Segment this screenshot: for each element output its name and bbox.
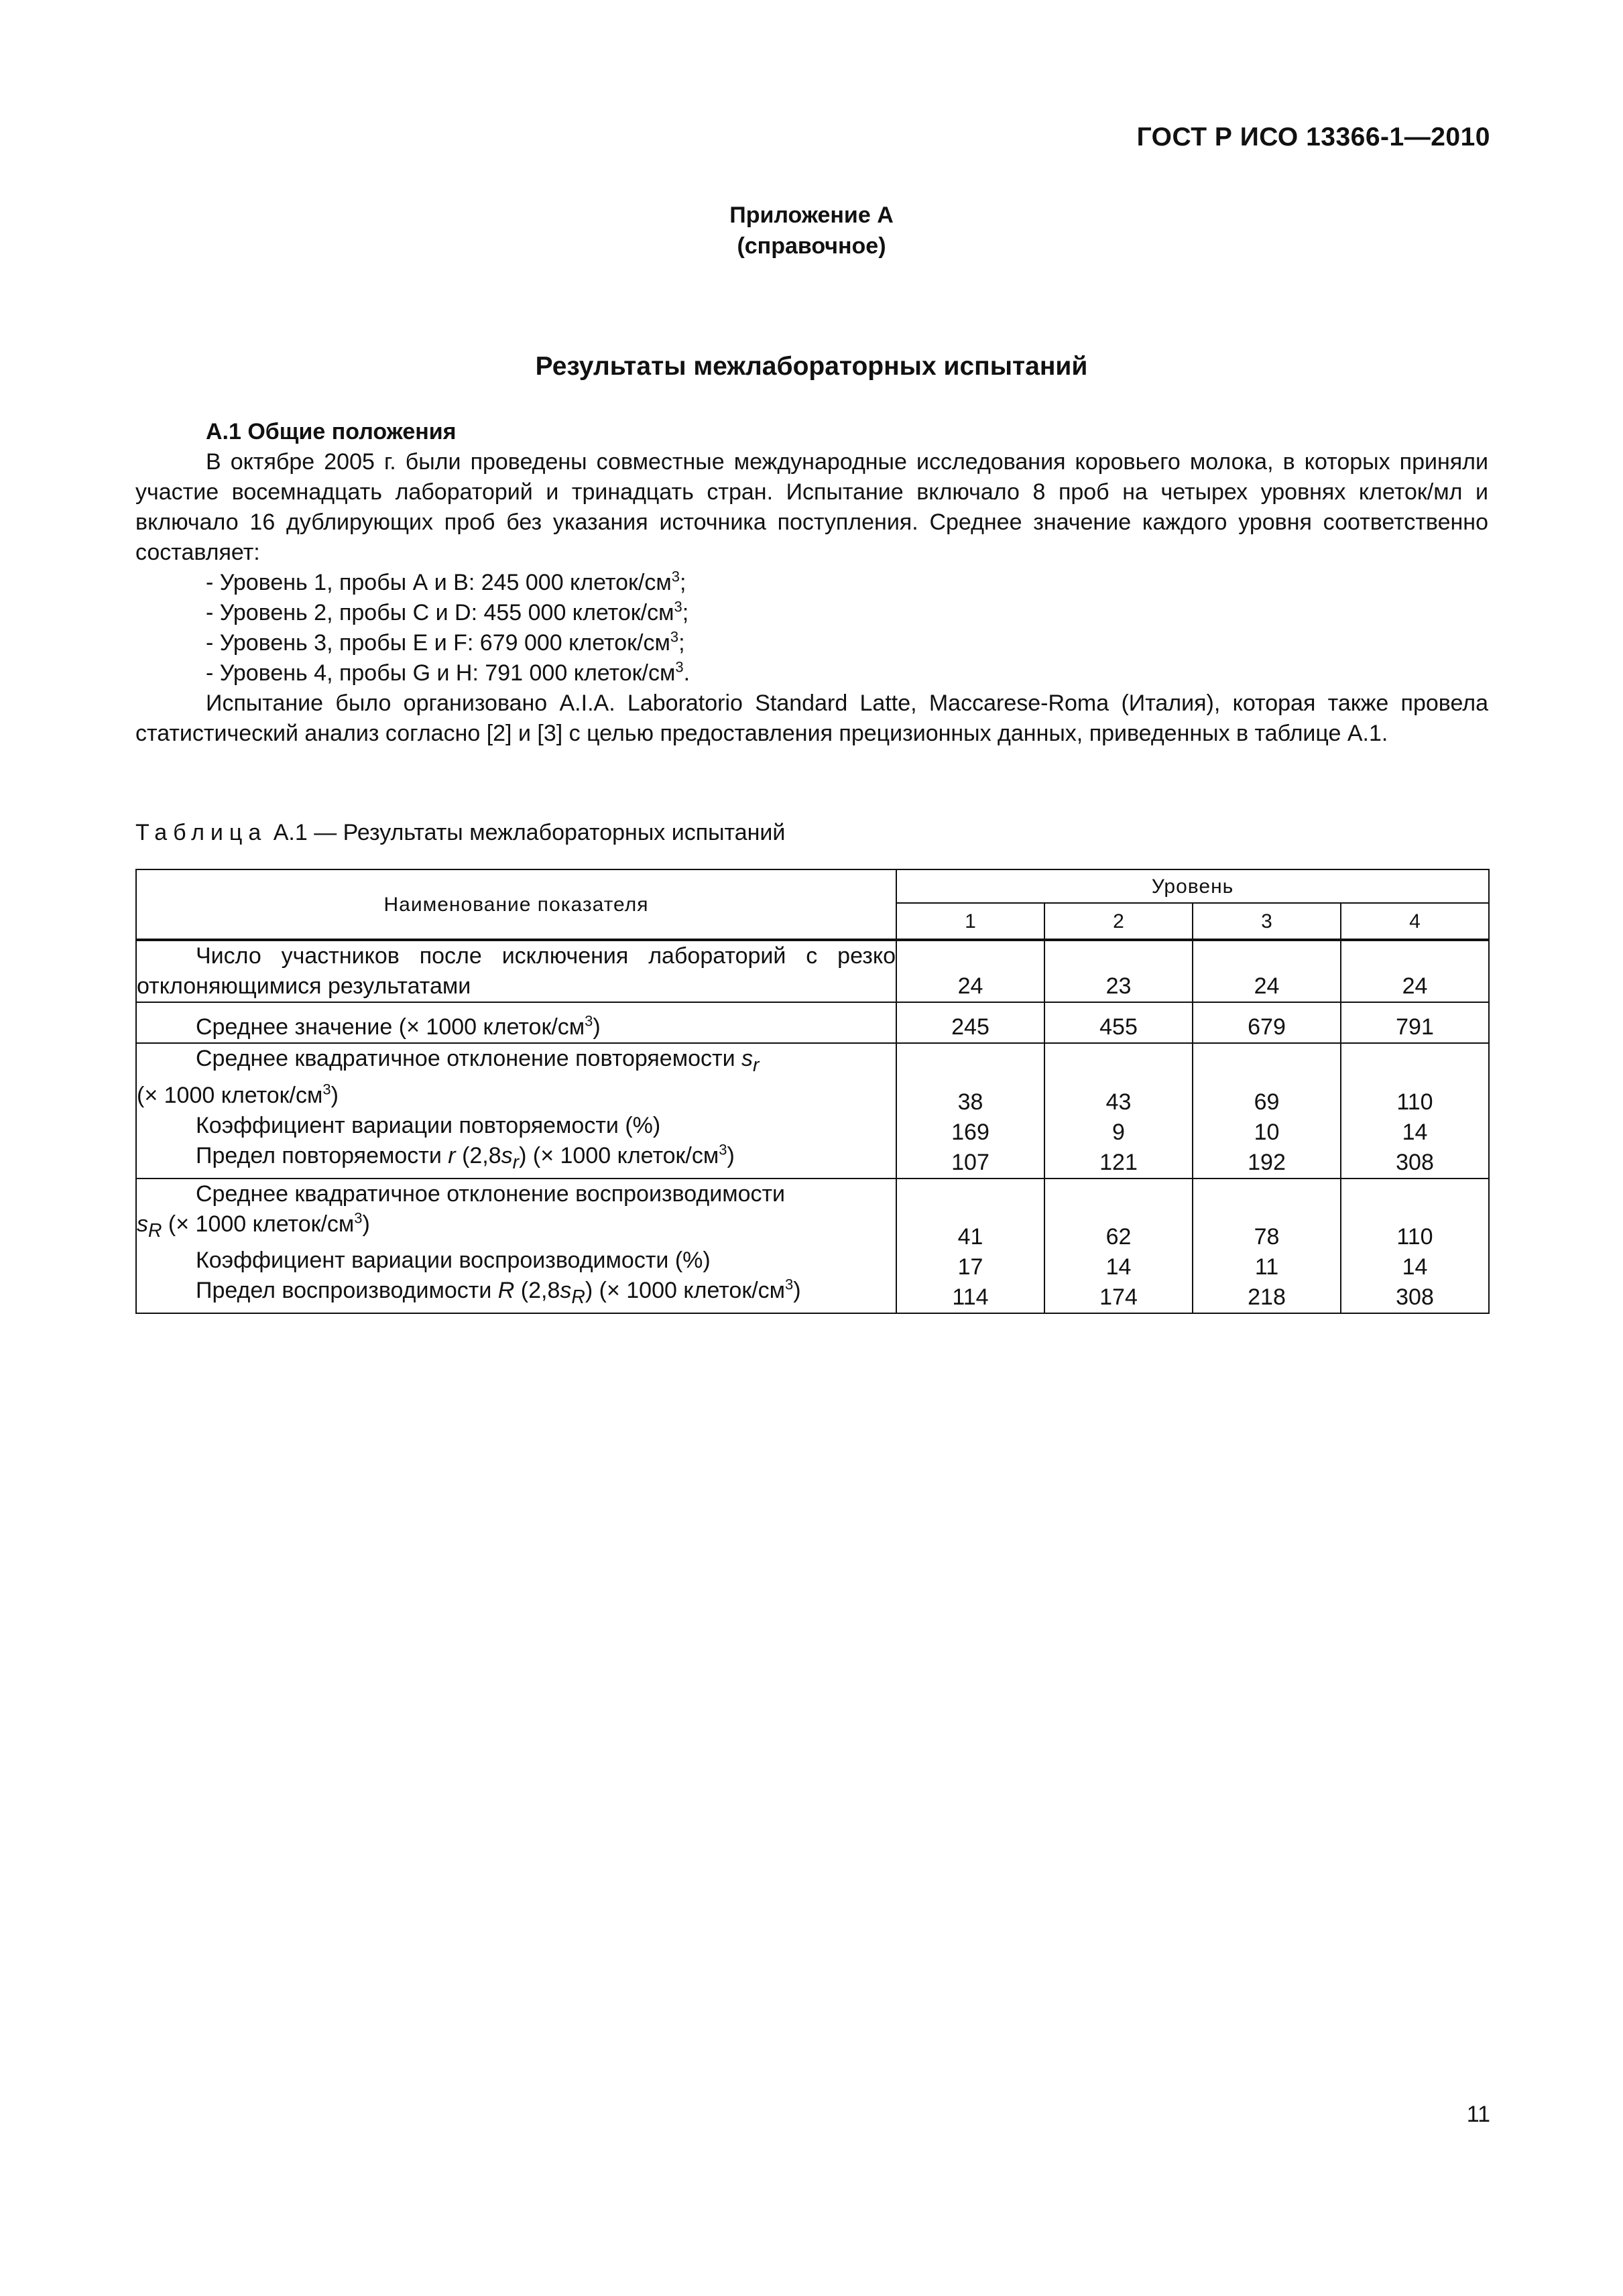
level-text: - Уровень 4, пробы G и Н: 791 000 клеток/см [206,660,676,686]
closing-paragraph: Испытание было организовано A.I.A. Laboratorio Standard Latte, Maccarese-Roma (Италия), которая также провела статистический анализ согласно [2] и [3] с целью предоставления прецизионных данных, приведенных в таблице А.1. [135,690,1488,746]
table-row [136,940,1489,1002]
cell-value: 791 [1341,1002,1489,1043]
cell-value: 24 [896,940,1044,1002]
cell-value: 679 [1193,1002,1341,1043]
reproducibility-sd-label: Среднее квадратичное отклонение воспроизводимости [196,1181,786,1207]
sd-value: 62 [1105,1224,1132,1250]
row-label [136,1002,896,1043]
level-end: ; [678,630,685,656]
subscript-R: R [571,1286,585,1309]
mean-label-end: ) [593,1014,601,1040]
participants-label: Число участников после исключения лабораторий с резко отклоняющимися результатами [137,943,896,999]
reproducibility-limit-unit: ) (× 1000 клеток/см [585,1278,786,1304]
repeatability-cv-label: Коэффициент вариации повторяемости (%) [196,1112,661,1138]
cv-value: 14 [1402,1119,1428,1145]
repeatability-unit-sup: 3 [322,1081,331,1098]
results-table [135,869,1490,1314]
row-label [136,1179,896,1314]
cell-values [1044,1043,1193,1179]
repeatability-sd-text: Среднее квадратичное отклонение повторяемости [196,1046,742,1071]
header-level-1: 1 [896,903,1044,940]
level-sup: 3 [675,658,684,676]
table-caption [135,820,785,846]
standard-code-header: ГОСТ Р ИСО 13366-1—2010 [1136,123,1490,152]
reproducibility-limit-label [137,1276,896,1313]
level-sup: 3 [670,628,679,646]
level-item [206,658,1488,688]
subscript-r: r [753,1054,760,1076]
reproducibility-limit-formula: (2,8 [514,1278,560,1304]
reproducibility-cv-label: Коэффициент вариации воспроизводимости (%) [196,1248,711,1274]
symbol-s: s [741,1046,754,1071]
repeatability-limit-formula: (2,8 [455,1142,501,1168]
level-item [206,568,1488,598]
section-heading: А.1 Общие положения [206,419,457,444]
cell-values [1193,1179,1341,1314]
symbol-s: s [560,1278,572,1304]
sd-value: 43 [1105,1089,1132,1115]
limit-value: 114 [952,1284,989,1311]
mean-label-sup: 3 [585,1012,593,1030]
limit-value: 308 [1396,1149,1434,1175]
cell-value: 455 [1044,1002,1193,1043]
level-end: ; [682,600,689,625]
limit-value: 107 [951,1149,989,1175]
table-row [136,1043,1489,1179]
level-item [206,598,1488,628]
subscript-R: R [148,1219,162,1242]
cell-values [1341,1179,1489,1314]
sd-value: 41 [957,1224,983,1250]
limit-value: 192 [1248,1149,1286,1175]
subscript-r: r [512,1151,520,1173]
repeatability-limit-text: Предел повторяемости [196,1142,448,1168]
table-row [136,1002,1489,1043]
cell-values [1193,1043,1341,1179]
cell-value: 245 [896,1002,1044,1043]
sd-value: 69 [1254,1089,1280,1115]
intro-paragraph: В октябре 2005 г. были проведены совместные международные исследования коровьего молока, в которых приняли участие восемнадцать лабораторий и тринадцать стран. Испытание включало 8 проб на четырех уровнях клеток/мл и включало 16 дублирующих проб без указания источника поступления. Среднее значение каждого уровня соответственно составляет: [135,449,1488,565]
header-level-4: 4 [1341,903,1489,940]
repeatability-unit-label [137,1081,896,1111]
mean-label-text: Среднее значение (× 1000 клеток/см [196,1014,585,1040]
cv-value: 14 [1402,1254,1428,1280]
limit-value: 121 [1099,1149,1138,1175]
reproducibility-limit-sup: 3 [785,1276,794,1294]
cell-values [896,1043,1044,1179]
page-number: 11 [1466,2102,1490,2127]
limit-value: 218 [1248,1284,1286,1311]
cell-values [1341,1043,1489,1179]
sd-value: 110 [1396,1224,1433,1250]
row-label [136,1043,896,1179]
header-name-column: Наименование показателя [136,869,896,940]
reproducibility-unit-label [137,1209,896,1246]
cell-values [896,1179,1044,1314]
repeatability-unit-text: (× 1000 клеток/см [137,1082,323,1108]
limit-value: 174 [1099,1284,1138,1311]
reproducibility-unit-text: (× 1000 клеток/см [162,1211,355,1237]
repeatability-limit-label [137,1141,896,1178]
symbol-s: s [501,1142,513,1168]
cv-value: 11 [1254,1254,1279,1280]
cell-value: 23 [1044,940,1193,1002]
appendix-heading [0,200,1623,261]
level-end: . [683,660,690,686]
cv-value: 17 [957,1254,983,1280]
repeatability-limit-end: ) [727,1142,735,1168]
symbol-s: s [137,1211,148,1237]
cv-value: 9 [1112,1119,1125,1145]
level-text: - Уровень 1, пробы А и В: 245 000 клеток/см [206,570,672,595]
level-sup: 3 [674,598,682,615]
appendix-type: (справочное) [737,233,886,259]
cv-value: 10 [1254,1119,1280,1145]
cell-value: 24 [1341,940,1489,1002]
table-caption-word: Таблица [135,820,267,845]
level-end: ; [679,570,686,595]
cv-value: 14 [1105,1254,1132,1280]
reproducibility-unit-sup: 3 [354,1209,363,1227]
header-level-3: 3 [1193,903,1341,940]
limit-value: 308 [1396,1284,1434,1311]
header-level-group: Уровень [896,869,1489,903]
table-caption-text: А.1 — Результаты межлабораторных испытаний [267,820,786,845]
repeatability-limit-unit: ) (× 1000 клеток/см [519,1142,719,1168]
level-text: - Уровень 3, пробы Е и F: 679 000 клеток/см [206,630,670,656]
sd-value: 78 [1254,1224,1280,1250]
page-title: Результаты межлабораторных испытаний [535,352,1088,381]
cell-values [1044,1179,1193,1314]
sd-value: 38 [957,1089,983,1115]
cv-value: 169 [951,1119,989,1145]
cell-value: 24 [1193,940,1341,1002]
reproducibility-unit-end: ) [362,1211,370,1237]
reproducibility-limit-text: Предел воспроизводимости [196,1278,498,1304]
table-row [136,1179,1489,1314]
repeatability-sd-label [137,1044,896,1081]
row-label [136,940,896,1002]
sd-value: 110 [1396,1089,1433,1115]
level-text: - Уровень 2, пробы С и D: 455 000 клеток/см [206,600,674,625]
symbol-r: r [448,1142,456,1168]
symbol-R: R [497,1278,515,1304]
appendix-label: Приложение А [729,202,894,228]
section-body [135,417,1488,749]
level-sup: 3 [671,568,680,585]
repeatability-limit-sup: 3 [719,1141,727,1158]
reproducibility-limit-end: ) [793,1278,801,1304]
level-item [206,628,1488,658]
repeatability-unit-end: ) [330,1082,339,1108]
mean-label [137,1012,896,1042]
header-level-2: 2 [1044,903,1193,940]
